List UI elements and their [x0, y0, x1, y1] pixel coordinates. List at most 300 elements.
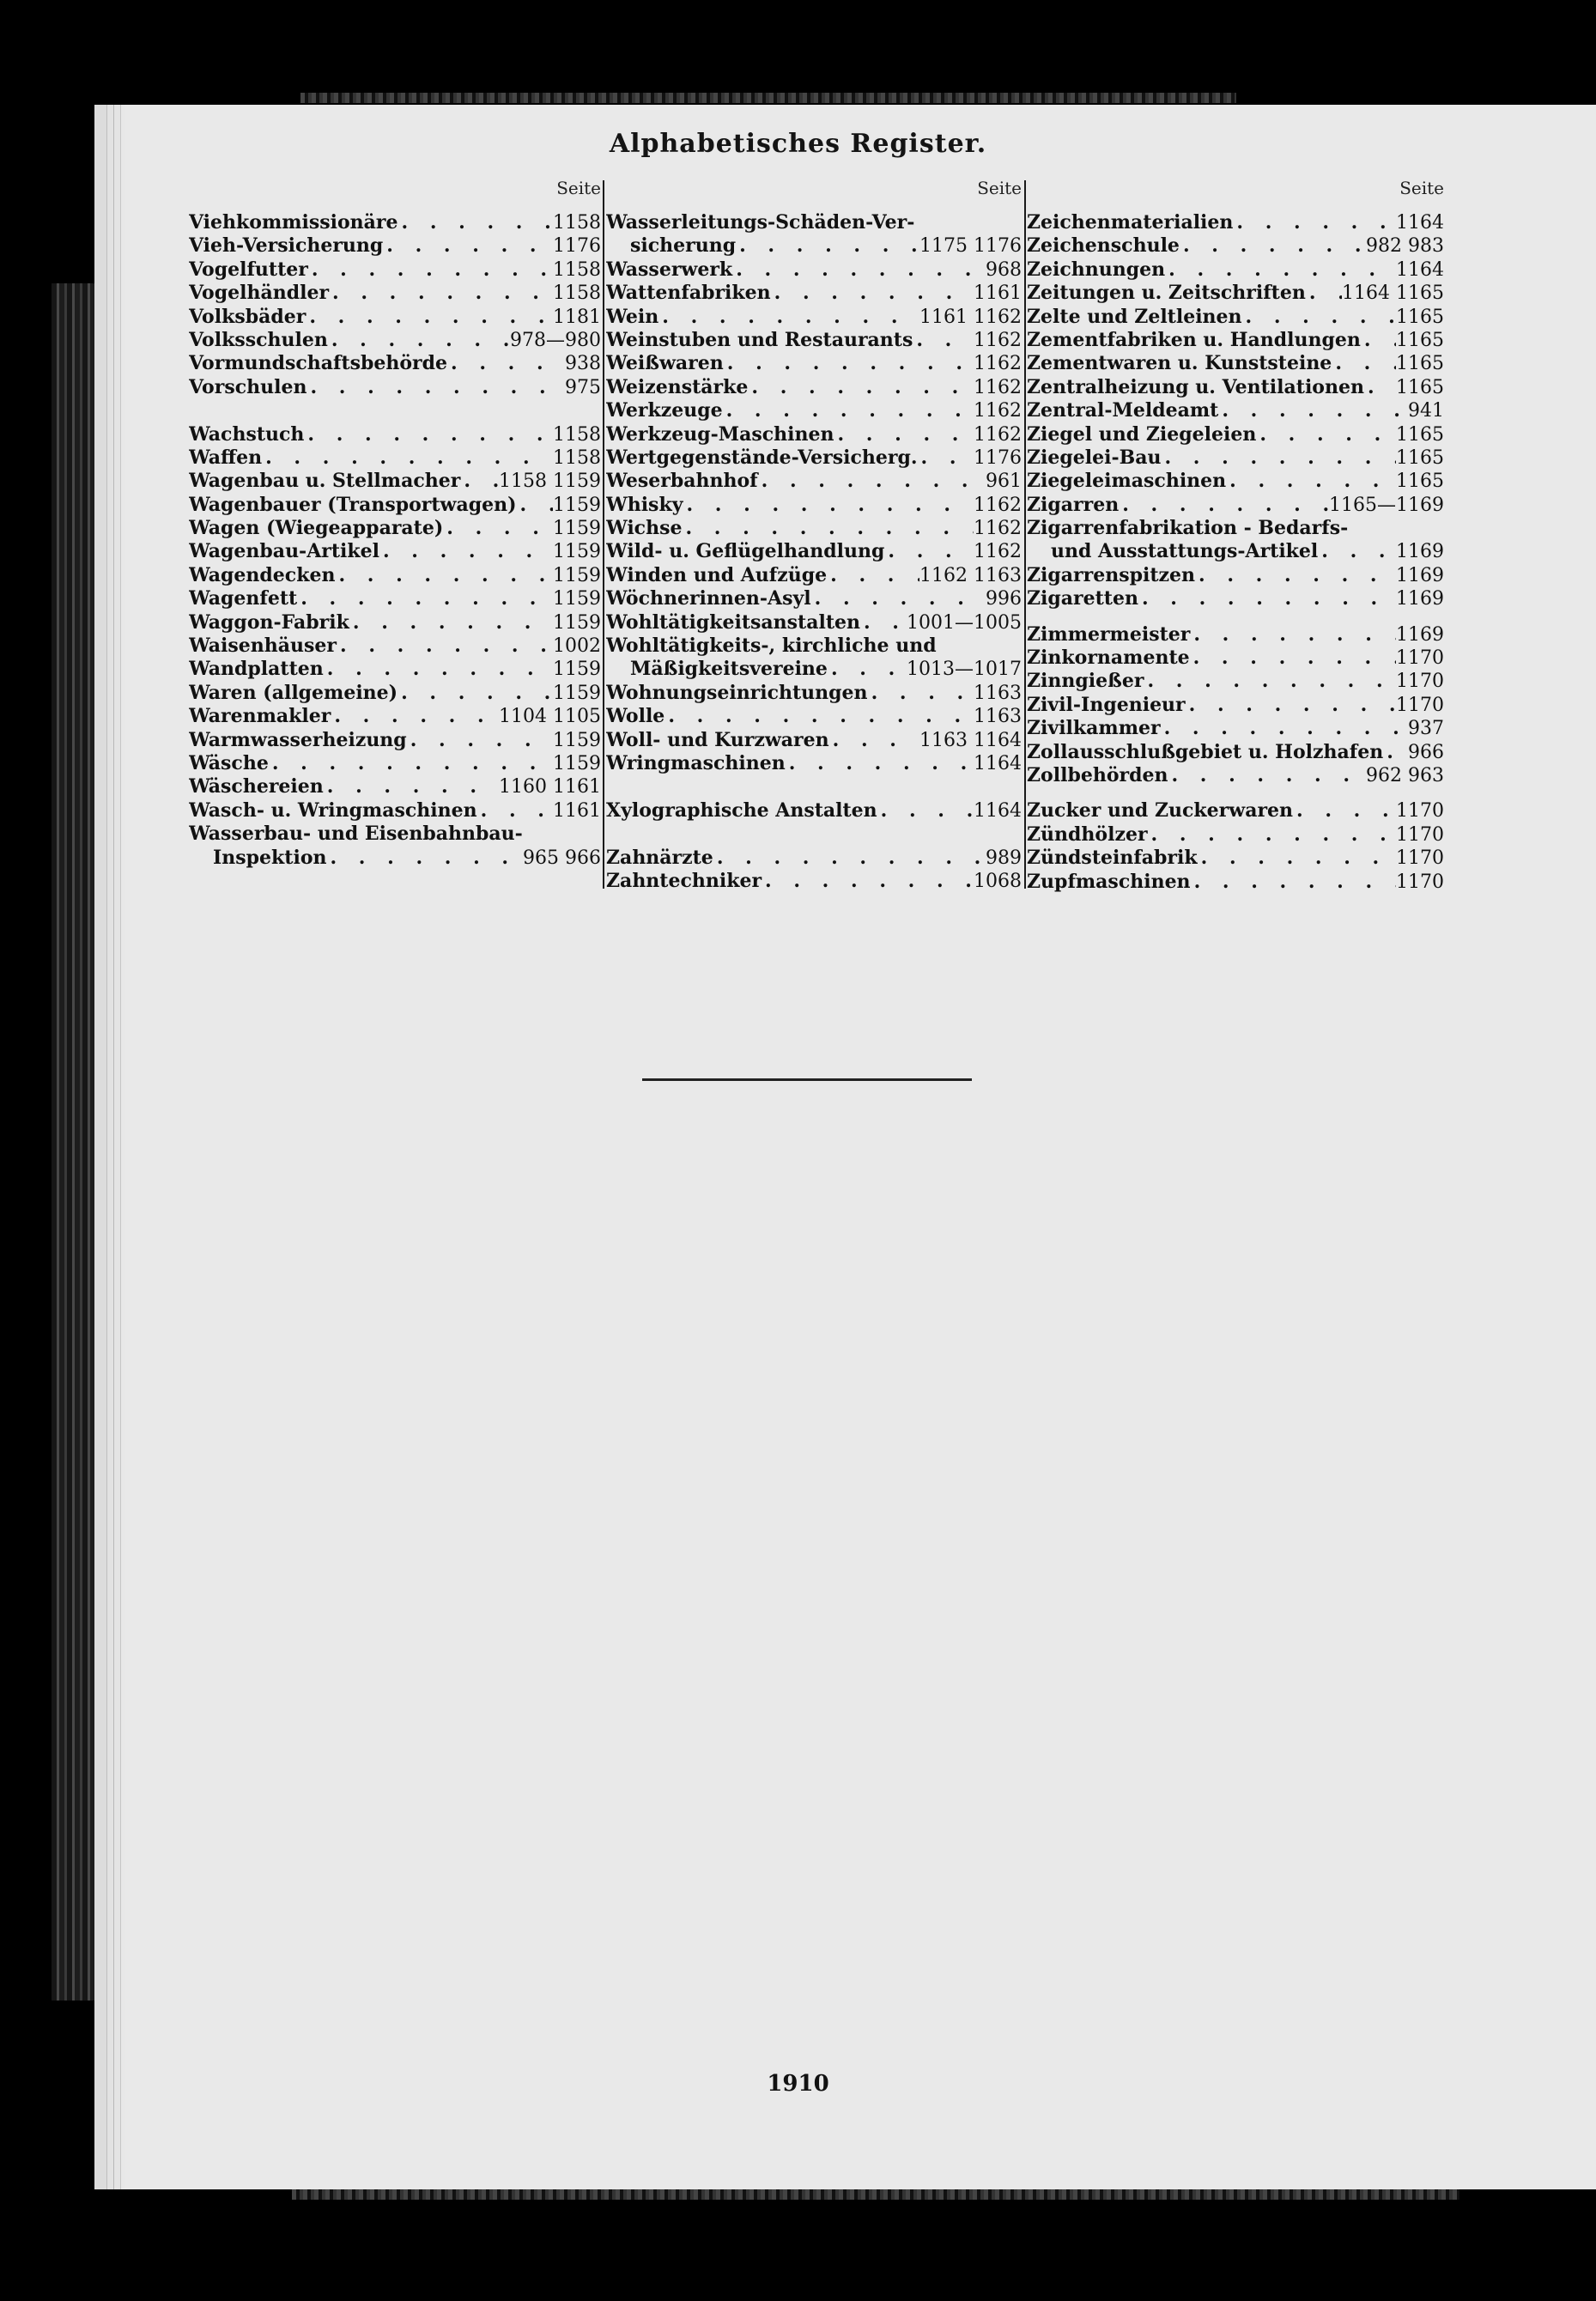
entry-page-ref: 1161	[553, 799, 601, 822]
dot-leader	[262, 446, 553, 470]
entry-term: Wringmaschinen	[606, 751, 786, 774]
dot-leader	[1190, 623, 1396, 647]
dot-leader	[335, 564, 553, 587]
entry-page-ref: 1162	[974, 423, 1022, 446]
dot-leader	[324, 775, 499, 798]
entry-term: Zollausschlußgebiet u. Holzhafen	[1027, 740, 1384, 763]
index-entry	[189, 446, 601, 470]
entry-term: Zigaretten	[1027, 587, 1138, 610]
index-entry	[1027, 211, 1444, 234]
entry-page-ref: 1170	[1396, 694, 1444, 716]
index-entry	[606, 258, 1022, 282]
entry-page-ref: 1165	[1396, 446, 1444, 469]
entry-page-ref: 966	[1408, 741, 1444, 763]
entry-term: Wagendecken	[189, 563, 336, 586]
index-entry	[606, 399, 1022, 422]
dot-leader	[398, 211, 553, 234]
index-entry	[189, 470, 601, 493]
entry-term: Zivilkammer	[1027, 717, 1161, 740]
index-entry	[606, 752, 1022, 775]
entry-term: Zelte und Zeltleinen	[1027, 305, 1242, 328]
index-entry	[606, 494, 1022, 517]
entry-term: Wichse	[606, 517, 683, 540]
entry-page-ref: 941	[1408, 400, 1444, 422]
entry-term: Volksschulen	[189, 328, 328, 351]
entry-term: Zündsteinfabrik	[1027, 847, 1198, 870]
index-entry	[606, 870, 1022, 893]
entry-page-ref: 1169	[1396, 623, 1444, 646]
entry-page-ref: 1162	[974, 541, 1022, 563]
entry-term: Mäßigkeitsvereine	[630, 658, 828, 681]
dot-leader	[758, 470, 986, 493]
page-leaves-edge	[94, 105, 125, 2189]
index-entry	[606, 729, 1022, 752]
section-gap	[606, 775, 1022, 798]
entry-term: Zucker und Zuckerwaren	[1027, 799, 1294, 823]
dot-leader	[1119, 494, 1329, 517]
entry-page-ref: 1161	[974, 282, 1022, 305]
entry-page-ref: 1158 1159	[499, 471, 601, 493]
entry-page-ref: 1158	[553, 282, 601, 305]
entry-page-ref: 1159	[553, 729, 601, 751]
dot-leader	[827, 564, 919, 587]
dot-leader	[1190, 647, 1396, 670]
index-entry	[1027, 587, 1444, 610]
entry-term: Waren (allgemeine)	[189, 681, 398, 704]
dot-leader	[297, 587, 553, 610]
dot-leader	[664, 705, 974, 728]
bleed-through-text-bottom	[292, 2189, 1459, 2200]
entry-term: Warenmakler	[189, 705, 331, 728]
entry-term: Zupfmaschinen	[1027, 870, 1191, 893]
index-entry	[1027, 540, 1444, 563]
dot-leader	[1168, 764, 1366, 787]
section-gap	[1027, 787, 1444, 799]
entry-term: Waffen	[189, 446, 263, 469]
index-entry	[189, 423, 601, 446]
entry-term: Zollbehörden	[1027, 763, 1168, 786]
dot-leader	[477, 799, 553, 823]
index-entry	[606, 611, 1022, 634]
bleed-through-text-top	[300, 93, 1236, 103]
dot-leader	[329, 282, 553, 305]
index-entry	[606, 211, 1022, 234]
entry-page-ref: 1159	[553, 659, 601, 681]
entry-page-ref: 989	[986, 847, 1022, 869]
entry-term: Zeichenschule	[1027, 234, 1180, 258]
dot-leader	[326, 847, 523, 870]
index-entry	[1027, 623, 1444, 647]
dot-leader	[786, 752, 974, 775]
entry-page-ref: 975	[565, 376, 601, 398]
entry-page-ref: 1158	[553, 212, 601, 234]
column-header-seite: Seite	[556, 178, 601, 198]
entry-page-ref: 1164	[1396, 258, 1444, 281]
index-entry	[1027, 282, 1444, 305]
entry-term: Zündhölzer	[1027, 823, 1148, 846]
index-entry	[189, 352, 601, 375]
entry-term: Werkzeug-Maschinen	[606, 422, 834, 446]
entry-term: Warmwasserheizung	[189, 728, 407, 751]
dot-leader	[269, 752, 553, 775]
entry-term: Wachstuch	[189, 422, 305, 446]
entry-page-ref: 1159	[553, 541, 601, 563]
entry-term: Volksbäder	[189, 305, 306, 328]
index-entry	[606, 282, 1022, 305]
entry-page-ref: 1163	[974, 682, 1022, 704]
index-entry	[606, 517, 1022, 540]
index-entry	[606, 470, 1022, 493]
entry-term: Inspektion	[213, 846, 327, 869]
index-entry	[189, 682, 601, 705]
dot-leader	[771, 282, 974, 305]
entry-term: Weinstuben und Restaurants	[606, 328, 913, 351]
entry-page-ref: 1162	[974, 518, 1022, 540]
entry-term: Wasserbau- und Eisenbahnbau-	[189, 823, 523, 846]
entry-term: Wäschereien	[189, 775, 324, 798]
entry-page-ref: 1162	[974, 494, 1022, 516]
index-entry	[606, 352, 1022, 375]
entry-page-ref: 1163	[974, 706, 1022, 728]
index-entry	[606, 329, 1022, 352]
index-entry	[1027, 741, 1444, 764]
dot-leader	[443, 517, 553, 540]
index-entry	[189, 329, 601, 352]
dot-leader	[683, 494, 974, 517]
entry-term: Zinngießer	[1027, 670, 1144, 693]
entry-page-ref: 978—980	[510, 329, 601, 351]
dot-leader	[884, 540, 974, 563]
dot-leader	[713, 847, 986, 870]
dot-leader	[349, 611, 553, 634]
index-entries	[189, 211, 601, 870]
entry-term: Vogelfutter	[189, 258, 308, 281]
entry-term: Wagenbau-Artikel	[189, 540, 379, 563]
entry-term: sicherung	[630, 234, 737, 258]
dot-leader	[860, 611, 907, 634]
entry-term: Wohltätigkeits-, kirchliche und	[606, 634, 937, 658]
entry-page-ref: 1159	[553, 752, 601, 774]
index-entry	[1027, 564, 1444, 587]
entry-page-ref: 1159	[553, 518, 601, 540]
index-entry	[1027, 329, 1444, 352]
index-entry	[1027, 647, 1444, 670]
entry-term: Wohltätigkeitsanstalten	[606, 610, 860, 634]
entry-page-ref: 1160 1161	[499, 776, 601, 798]
index-entry	[606, 847, 1022, 870]
dot-leader	[460, 470, 499, 493]
index-entry	[1027, 399, 1444, 422]
index-entry	[606, 634, 1022, 658]
index-entry	[606, 682, 1022, 705]
entry-term: Ziegel und Ziegeleien	[1027, 422, 1257, 446]
index-entry	[606, 540, 1022, 563]
index-entry	[606, 799, 1022, 823]
entry-page-ref: 1164	[974, 752, 1022, 774]
index-entry	[1027, 258, 1444, 282]
entry-term: Zahnärzte	[606, 846, 713, 869]
entry-page-ref: 1162 1163	[919, 564, 1022, 586]
entry-page-ref: 965 966	[523, 847, 601, 869]
entry-term: Wertgegenstände-Versicherg.	[606, 446, 918, 469]
column-header-seite: Seite	[977, 178, 1022, 198]
section-gap	[606, 823, 1022, 846]
index-entry	[189, 729, 601, 752]
entry-page-ref: 1163 1164	[919, 729, 1022, 751]
dot-leader	[447, 352, 565, 375]
index-entry	[189, 234, 601, 258]
entry-term: Werkzeuge	[606, 399, 723, 422]
entry-term: Weißwaren	[606, 352, 724, 375]
entry-page-ref: 1169	[1396, 564, 1444, 586]
entry-term: Vormundschaftsbehörde	[189, 352, 448, 375]
column-header-seite: Seite	[1399, 178, 1444, 198]
index-entries	[606, 211, 1022, 893]
entry-term: Vogelhändler	[189, 282, 330, 305]
index-entry	[1027, 694, 1444, 717]
dot-leader	[762, 870, 974, 893]
dot-leader	[1332, 352, 1396, 375]
entry-term: Ziegelei-Bau	[1027, 446, 1162, 469]
dot-leader	[1198, 847, 1396, 870]
index-entry	[189, 258, 601, 282]
index-entry	[189, 847, 601, 870]
entry-page-ref: 962 963	[1366, 764, 1444, 786]
dot-leader	[407, 729, 553, 752]
entry-page-ref: 1001—1005	[907, 611, 1022, 634]
dot-leader	[829, 729, 919, 752]
entry-term: Weserbahnhof	[606, 470, 758, 493]
index-entry	[606, 705, 1022, 728]
entry-term: Wolle	[606, 705, 665, 728]
index-entry	[606, 564, 1022, 587]
entry-term: Ziegeleimaschinen	[1027, 470, 1227, 493]
entry-term: Wagenbauer (Transportwagen)	[189, 493, 517, 516]
dot-leader	[324, 658, 553, 681]
entry-term: Zimmermeister	[1027, 622, 1191, 646]
entry-page-ref: 1164 1165	[1342, 282, 1444, 305]
index-entry	[1027, 306, 1444, 329]
entry-page-ref: 1176	[553, 235, 601, 258]
entry-term: Zementwaren u. Kunststeine	[1027, 352, 1332, 375]
entry-term: Wild- u. Geflügelhandlung	[606, 540, 885, 563]
index-entry	[189, 705, 601, 728]
column-separator	[603, 180, 604, 889]
entry-page-ref: 1165—1169	[1329, 494, 1444, 516]
index-entry	[606, 376, 1022, 399]
dot-leader	[724, 352, 974, 375]
entry-page-ref: 1165	[1396, 306, 1444, 328]
entry-term: Wasserleitungs-Schäden-Ver-	[606, 211, 915, 234]
index-entry	[1027, 446, 1444, 470]
dot-leader	[337, 634, 553, 658]
index-column-1	[189, 175, 601, 870]
entry-page-ref: 1159	[553, 682, 601, 704]
dot-leader	[1138, 587, 1396, 610]
dot-leader	[658, 306, 919, 329]
entry-term: Zeitungen u. Zeitschriften	[1027, 282, 1306, 305]
index-column-2	[606, 175, 1022, 893]
index-entry	[189, 823, 601, 846]
dot-leader	[1361, 329, 1396, 352]
index-entry	[189, 282, 601, 305]
entry-page-ref: 1158	[553, 423, 601, 446]
dot-leader	[1383, 741, 1408, 764]
dot-leader	[913, 329, 974, 352]
entry-page-ref: 1169	[1396, 541, 1444, 563]
index-entry	[189, 611, 601, 634]
entry-term: Viehkommissionäre	[189, 211, 398, 234]
index-entry	[606, 423, 1022, 446]
entry-term: Weizenstärke	[606, 375, 749, 398]
index-column-3	[1027, 175, 1444, 894]
dot-leader	[877, 799, 974, 823]
index-entry	[606, 306, 1022, 329]
section-gap	[189, 399, 601, 422]
index-entry	[1027, 423, 1444, 446]
entry-page-ref: 1165	[1396, 376, 1444, 398]
dot-leader	[1148, 823, 1396, 847]
index-entry	[1027, 494, 1444, 517]
index-entry	[189, 306, 601, 329]
dot-leader	[304, 423, 553, 446]
entry-page-ref: 968	[986, 258, 1022, 281]
entry-page-ref: 1161 1162	[919, 306, 1022, 328]
index-entry	[189, 494, 601, 517]
dot-leader	[1165, 258, 1396, 282]
index-entry	[189, 799, 601, 823]
index-entry	[1027, 470, 1444, 493]
entry-page-ref: 937	[1408, 718, 1444, 740]
entry-term: Wein	[606, 305, 659, 328]
entry-term: Wagenfett	[189, 587, 298, 610]
entry-page-ref: 1181	[553, 306, 601, 328]
dot-leader	[1226, 470, 1396, 493]
dot-leader	[732, 258, 986, 282]
entry-term: Woll- und Kurzwaren	[606, 728, 829, 751]
dot-leader	[1242, 306, 1396, 329]
entry-term: und Ausstattungs-Artikel	[1051, 540, 1319, 563]
index-entry	[189, 752, 601, 775]
entry-page-ref: 1159	[553, 611, 601, 634]
entry-page-ref: 1002	[553, 635, 601, 658]
entry-page-ref: 1170	[1396, 671, 1444, 693]
entry-term: Vieh-Versicherung	[189, 234, 384, 258]
dot-leader	[1293, 799, 1396, 823]
entry-term: Zivil-Ingenieur	[1027, 693, 1186, 716]
entry-page-ref: 1162	[974, 353, 1022, 375]
book-edge-strip	[52, 283, 96, 2000]
index-entry	[189, 658, 601, 681]
entry-term: Wasserwerk	[606, 258, 733, 281]
index-entry	[189, 587, 601, 610]
entry-page-ref: 1159	[553, 564, 601, 586]
dot-leader	[682, 517, 974, 540]
index-entry	[1027, 799, 1444, 823]
index-entry	[606, 234, 1022, 258]
entry-term: Wandplatten	[189, 658, 324, 681]
entry-page-ref: 1170	[1396, 647, 1444, 670]
entry-term: Zinkornamente	[1027, 647, 1190, 670]
entry-term: Vorschulen	[189, 375, 307, 398]
dot-leader	[723, 399, 974, 422]
entry-page-ref: 1165	[1396, 423, 1444, 446]
dot-leader	[308, 258, 553, 282]
entry-term: Zigarrenfabrikation - Bedarfs-	[1027, 517, 1349, 540]
entry-page-ref: 1158	[553, 446, 601, 469]
dot-leader	[1144, 670, 1396, 693]
entry-page-ref: 1169	[1396, 588, 1444, 610]
entry-term: Waggon-Fabrik	[189, 610, 349, 634]
entry-term: Zeichenmaterialien	[1027, 211, 1234, 234]
index-entry	[606, 658, 1022, 681]
entry-term: Wagenbau u. Stellmacher	[189, 470, 461, 493]
entry-term: Zahntechniker	[606, 869, 762, 892]
dot-leader	[828, 658, 907, 681]
dot-leader	[1318, 540, 1396, 563]
index-entry	[606, 587, 1022, 610]
entry-page-ref: 1170	[1396, 800, 1444, 823]
index-entry	[1027, 517, 1444, 540]
dot-leader	[379, 540, 553, 563]
entry-page-ref: 1013—1017	[907, 659, 1022, 681]
index-entry	[189, 634, 601, 658]
column-separator	[1024, 180, 1026, 889]
entry-page-ref: 1159	[553, 494, 601, 516]
entry-page-ref: 1104 1105	[499, 706, 601, 728]
entry-term: Wagen (Wiegeapparate)	[189, 517, 444, 540]
index-entry	[1027, 717, 1444, 740]
entry-page-ref: 1164	[974, 799, 1022, 822]
dot-leader	[1161, 717, 1408, 740]
dot-leader	[383, 234, 553, 258]
dot-leader	[1180, 234, 1366, 258]
dot-leader	[1195, 564, 1396, 587]
index-entry	[1027, 234, 1444, 258]
index-entry	[189, 517, 601, 540]
entry-page-ref: 1159	[553, 588, 601, 610]
index-entries	[1027, 211, 1444, 894]
entry-term: Winden und Aufzüge	[606, 563, 828, 586]
entry-page-ref: 1068	[974, 870, 1022, 892]
index-entry	[606, 446, 1022, 470]
dot-leader	[1186, 694, 1396, 717]
dot-leader	[1218, 399, 1408, 422]
dot-leader	[1191, 871, 1396, 894]
dot-leader	[918, 446, 974, 470]
index-entry	[1027, 670, 1444, 693]
entry-term: Zigarrenspitzen	[1027, 563, 1196, 586]
dot-leader	[1233, 211, 1396, 234]
dot-leader	[1306, 282, 1342, 305]
dot-leader	[868, 682, 974, 705]
entry-page-ref: 1170	[1396, 847, 1444, 870]
dot-leader	[736, 234, 919, 258]
dot-leader	[331, 705, 499, 728]
entry-page-ref: 982 983	[1366, 235, 1444, 258]
entry-term: Wohnungseinrichtungen	[606, 681, 868, 704]
index-entry	[1027, 764, 1444, 787]
dot-leader	[1161, 446, 1396, 470]
page-number: 1910	[767, 2071, 829, 2097]
entry-term: Wasch- u. Wringmaschinen	[189, 798, 477, 822]
entry-page-ref: 1170	[1396, 823, 1444, 846]
index-entry	[1027, 352, 1444, 375]
entry-page-ref: 1170	[1396, 871, 1444, 893]
dot-leader	[1256, 423, 1396, 446]
dot-leader	[811, 587, 986, 610]
index-entry	[1027, 376, 1444, 399]
